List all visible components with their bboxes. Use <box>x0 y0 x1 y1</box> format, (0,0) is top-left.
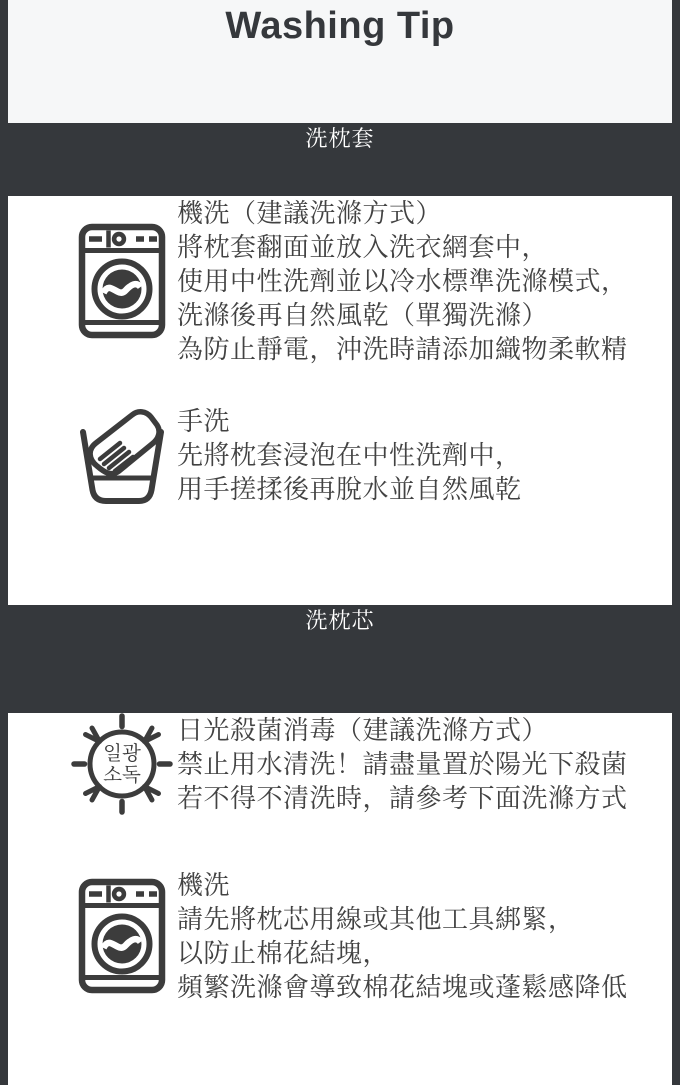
tip-block-sun-disinfect <box>8 713 672 815</box>
washing-machine-icon <box>67 223 177 339</box>
card-pillowcore <box>8 713 672 1085</box>
sun-icon-label-line1: 일광 <box>103 742 141 765</box>
tip-line: 機洗（建議洗滌方式） <box>177 198 443 228</box>
tip-line: 頻繁洗滌會導致棉花結塊或蓬鬆感降低 <box>177 972 628 1002</box>
tip-block-machine-wash <box>8 196 672 366</box>
band-label: 洗枕芯 <box>305 608 375 633</box>
top-card <box>8 0 672 123</box>
page-title: Washing Tip <box>225 5 455 47</box>
tip-line: 若不得不清洗時，請參考下面洗滌方式 <box>177 783 628 813</box>
tip-text <box>177 404 522 506</box>
tip-line: 日光殺菌消毒（建議洗滌方式） <box>177 715 549 745</box>
tip-line: 機洗 <box>177 870 231 900</box>
tip-line: 洗滌後再自然風乾（單獨洗滌） <box>177 300 549 330</box>
section-band-pillowcase <box>0 123 680 154</box>
tip-line: 請先將枕芯用線或其他工具綁緊， <box>177 904 575 934</box>
tip-line: 禁止用水清洗！請盡量置於陽光下殺菌 <box>177 749 628 779</box>
tip-line: 用手搓揉後再脫水並自然風乾 <box>177 474 522 504</box>
sun-disinfect-icon <box>67 713 177 815</box>
card-pillowcase <box>8 196 672 605</box>
tip-line: 將枕套翻面並放入洗衣網套中， <box>177 232 549 262</box>
washing-machine-icon <box>67 878 177 994</box>
tip-text <box>177 868 628 1004</box>
tip-line: 為防止靜電，沖洗時請添加織物柔軟精 <box>177 334 628 364</box>
band-label: 洗枕套 <box>305 126 375 151</box>
sun-icon-label-line2: 소독 <box>103 764 141 786</box>
tip-text <box>177 196 628 366</box>
tip-text <box>177 713 628 815</box>
tip-line: 使用中性洗劑並以冷水標準洗滌模式， <box>177 266 628 296</box>
tip-block-hand-wash <box>8 402 672 508</box>
tip-line: 以防止棉花結塊， <box>177 938 390 968</box>
hand-wash-icon <box>67 402 177 508</box>
section-band-pillowcore <box>0 605 680 636</box>
tip-block-machine-wash-core <box>8 868 672 1004</box>
tip-line: 先將枕套浸泡在中性洗劑中， <box>177 440 522 470</box>
tip-line: 手洗 <box>177 406 231 436</box>
